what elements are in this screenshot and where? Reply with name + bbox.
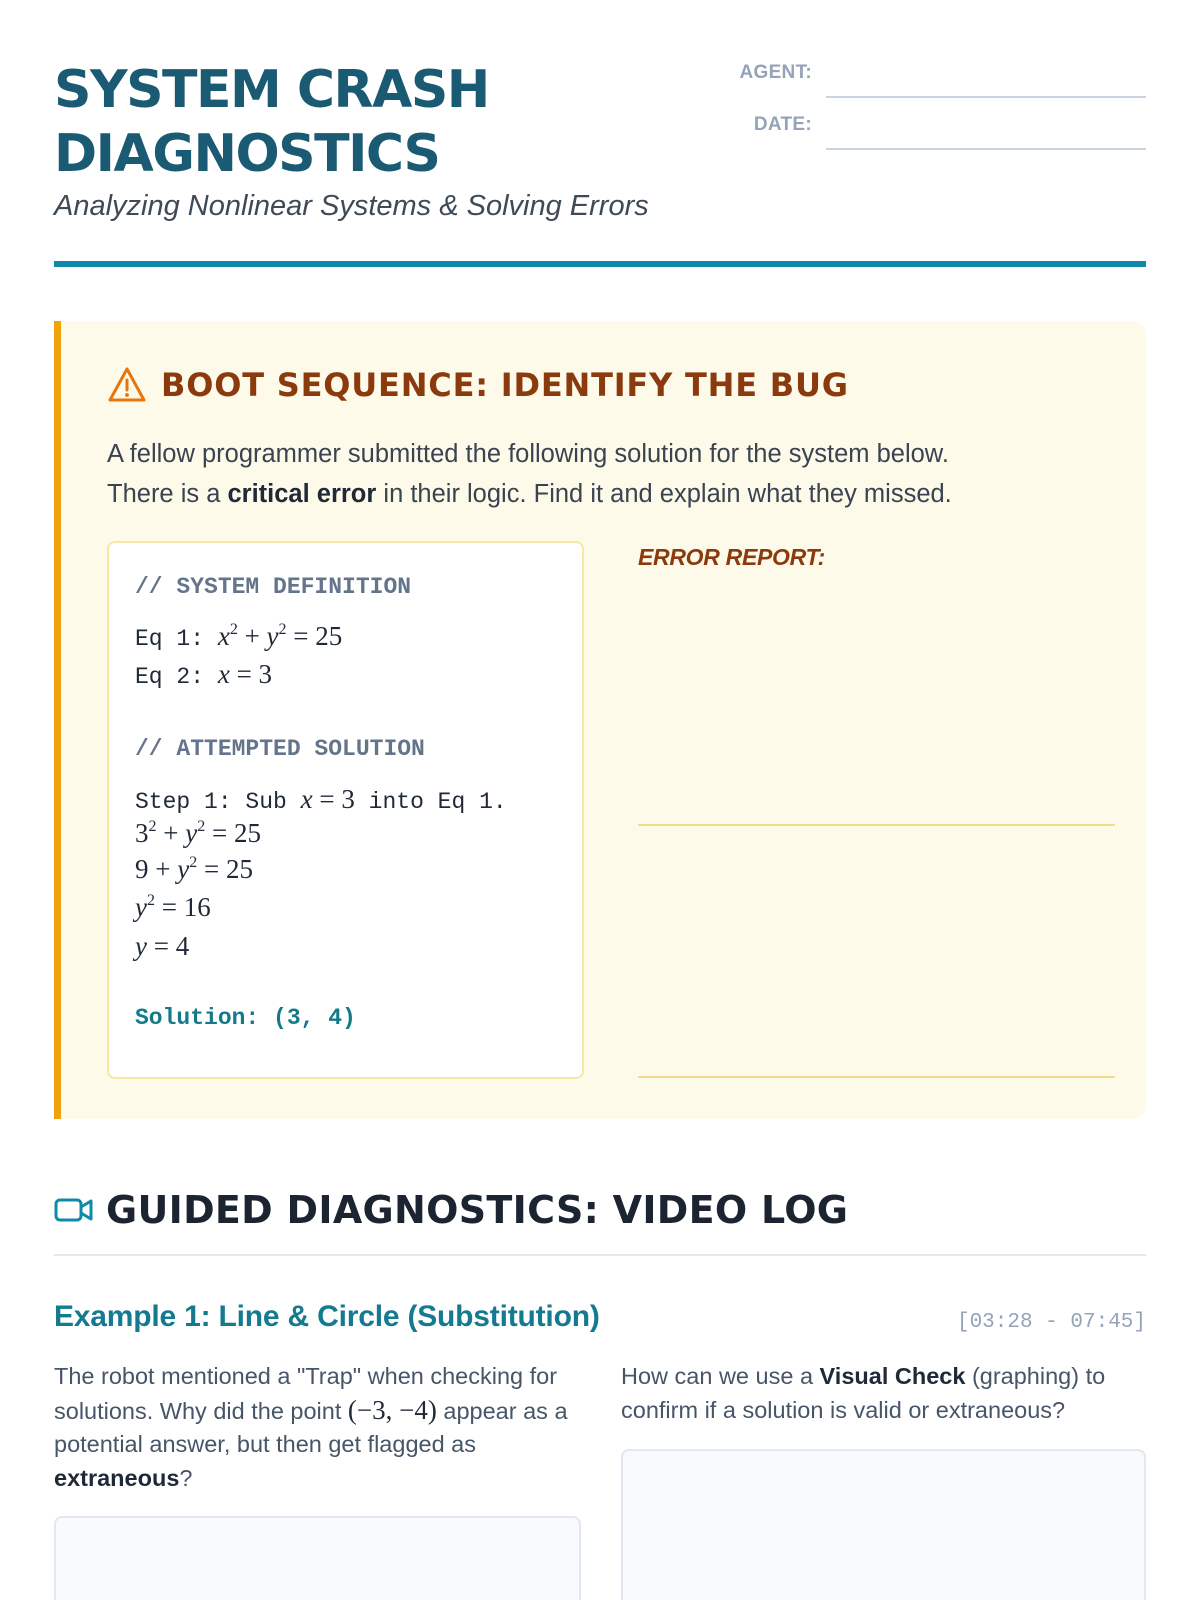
intro-suffix: in their logic. Find it and explain what they missed. <box>376 480 952 508</box>
boot-sequence-title: BOOT SEQUENCE: IDENTIFY THE BUG <box>161 366 849 404</box>
system-definition-comment: // SYSTEM DEFINITION <box>135 574 412 600</box>
step1-prefix: Step 1: Sub <box>135 789 301 815</box>
date-label: DATE: <box>753 114 812 135</box>
step1-suffix: into Eq 1. <box>354 789 507 815</box>
boot-intro-text <box>107 434 1087 514</box>
q1-end: ? <box>179 1464 193 1491</box>
page-subtitle: Analyzing Nonlinear Systems & Solving Errors <box>54 190 649 222</box>
error-report-line-1[interactable] <box>638 824 1115 826</box>
title-line-1: SYSTEM CRASH <box>54 60 489 120</box>
eq2-label: Eq 2: <box>135 664 218 690</box>
agent-label: AGENT: <box>739 62 812 83</box>
intro-line-2 <box>107 474 1087 514</box>
eq1-label: Eq 1: <box>135 626 218 652</box>
date-fill-line[interactable] <box>826 148 1146 150</box>
work-line-2: $9 + y^2 = 25$ <box>135 854 253 884</box>
intro-bold: critical error <box>227 480 377 508</box>
guided-diagnostics-heading <box>54 1188 848 1232</box>
worksheet-header <box>54 58 1146 268</box>
q2-part-1: How can we use a <box>621 1363 820 1389</box>
error-report-label: ERROR REPORT: <box>638 544 825 570</box>
intro-line-1: A fellow programmer submitted the following solution for the system below. <box>107 440 949 468</box>
solution-line: Solution: (3, 4) <box>135 1005 356 1031</box>
warning-triangle-icon <box>107 365 147 405</box>
q1-part-2: appear as a potential answer, but then get flagged as <box>54 1397 568 1457</box>
header-divider <box>54 261 1146 267</box>
equation-2: Eq 2: x = 3 <box>135 659 273 690</box>
question-1-answer-box[interactable] <box>54 1516 581 1600</box>
work-line-3: $y^2 = 16$ <box>135 892 211 922</box>
q1-point: (−3, −4) <box>347 1394 437 1425</box>
agent-fill-line[interactable] <box>826 96 1146 98</box>
guided-diagnostics-title: GUIDED DIAGNOSTICS: VIDEO LOG <box>106 1188 849 1232</box>
intro-prefix: There is a <box>107 480 228 508</box>
question-1-text <box>54 1360 574 1495</box>
work-line-4: y = 4 <box>135 931 190 961</box>
error-report-line-2[interactable] <box>638 1076 1115 1078</box>
step-1: Step 1: Sub x = 3 into Eq 1. <box>135 784 507 815</box>
video-camera-icon <box>54 1195 94 1225</box>
title-line-2: DIAGNOSTICS <box>54 124 440 184</box>
q2-part-2: (graphing) to confirm if a solution is valid or extraneous? <box>621 1363 1106 1423</box>
attempted-solution-code-box <box>107 541 584 1079</box>
work-line-1: $3^2 + y^2 = 25$ <box>135 818 261 848</box>
example-1-timestamp: [03:28 - 07:45] <box>956 1311 1146 1334</box>
attempted-solution-comment: // ATTEMPTED SOLUTION <box>135 736 425 762</box>
example-1-title: Example 1: Line & Circle (Substitution) <box>54 1300 600 1333</box>
boot-sequence-card <box>54 321 1146 1119</box>
guided-divider <box>54 1254 1146 1256</box>
boot-sequence-heading <box>107 365 849 405</box>
q1-bold: extraneous <box>54 1464 180 1491</box>
equation-1: Eq 1: $x^2 + y^2 = 25$ <box>135 621 343 652</box>
q1-part-1: The robot mentioned a "Trap" when checking for solutions. Why did the point <box>54 1363 558 1424</box>
agent-field[interactable] <box>726 58 1146 98</box>
question-2-text <box>621 1360 1146 1427</box>
q2-bold: Visual Check <box>819 1363 966 1389</box>
question-2-answer-box[interactable] <box>621 1449 1146 1600</box>
date-field[interactable] <box>726 110 1146 150</box>
